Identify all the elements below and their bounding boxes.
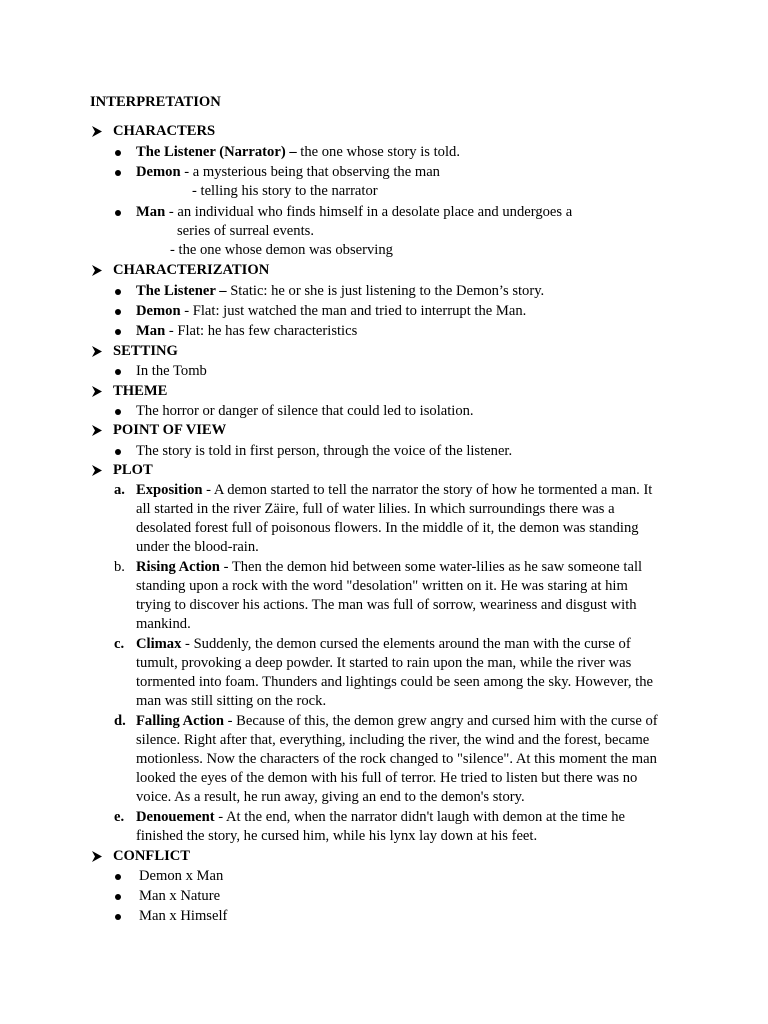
plot-item-line: finished the story, he cursed him, while his lynx lay down at his feet.: [136, 828, 538, 844]
list-item: Man x Nature: [139, 888, 221, 904]
plot-item-line: voice. As a result, he run away, giving an end to the demon's story.: [136, 789, 525, 805]
plot-item-line: man was still sitting on the rock.: [136, 693, 327, 709]
plot-item-line: mankind.: [136, 616, 191, 632]
plot-item-line: motionless. Now the characters of the rock changed to "silence". At this moment the man: [136, 751, 657, 767]
bullet-icon: [115, 150, 121, 156]
bullet-icon: [115, 874, 121, 880]
bullet-icon: [115, 289, 121, 295]
section-heading-characterization: CHARACTERIZATION: [113, 262, 270, 278]
plot-item-line: trying to discover his actions. The man was full of sorrow, weariness and disgust with: [136, 597, 637, 613]
list-item: The story is told in first person, through the voice of the listener.: [136, 443, 513, 459]
bullet-icon: [115, 309, 121, 315]
bullet-icon: [115, 210, 121, 216]
section-heading-plot: PLOT: [113, 462, 153, 478]
list-item: In the Tomb: [136, 363, 207, 379]
bullet-icon: [115, 914, 121, 920]
bullet-icon: [115, 369, 121, 375]
document-title: INTERPRETATION: [90, 94, 221, 110]
bullet-icon: [115, 449, 121, 455]
plot-item-line: Climax - Suddenly, the demon cursed the elements around the man with the curse of: [136, 636, 631, 652]
section-heading-theme: THEME: [113, 383, 168, 399]
plot-item-line: desolated forest full of poisonous flowers. In the middle of it, the demon was standing: [136, 520, 639, 536]
bullet-icon: [115, 409, 121, 415]
list-item-continuation: series of surreal events.: [177, 223, 314, 239]
plot-item-line: Denouement - At the end, when the narrator didn't laugh with demon at the time he: [136, 809, 625, 825]
bullet-icon: [115, 170, 121, 176]
arrow-bullet-icon: [90, 261, 106, 280]
plot-item-line: Falling Action - Because of this, the demon grew angry and cursed him with the curse of: [136, 713, 658, 729]
section-heading-point-of-view: POINT OF VIEW: [113, 422, 227, 438]
section-heading-setting: SETTING: [113, 343, 178, 359]
list-letter: d.: [114, 713, 126, 729]
plot-item-line: standing upon a rock with the word "desolation" written on it. He was staring at him: [136, 578, 628, 594]
plot-item-line: Exposition - A demon started to tell the narrator the story of how he tormented a man. It: [136, 482, 653, 498]
list-item: Demon - a mysterious being that observing the man: [136, 164, 440, 180]
list-item: The Listener (Narrator) – the one whose story is told.: [136, 144, 460, 160]
list-item: The Listener – Static: he or she is just listening to the Demon’s story.: [136, 283, 545, 299]
arrow-bullet-icon: [90, 847, 106, 866]
list-letter: e.: [114, 809, 125, 825]
list-item: The horror or danger of silence that could led to isolation.: [136, 403, 474, 419]
plot-item-line: all started in the river Zäire, full of water lilies. In which surroundings there was a: [136, 501, 615, 517]
section-heading-conflict: CONFLICT: [113, 848, 191, 864]
list-item: Man - Flat: he has few characteristics: [136, 323, 358, 339]
arrow-bullet-icon: [90, 122, 106, 141]
bullet-icon: [115, 894, 121, 900]
arrow-bullet-icon: [90, 342, 106, 361]
arrow-bullet-icon: [90, 382, 106, 401]
plot-item-line: Rising Action - Then the demon hid between some water-lilies as he saw someone tall: [136, 559, 643, 575]
list-item: Man - an individual who finds himself in a desolate place and undergoes a: [136, 204, 573, 220]
list-letter: a.: [114, 482, 125, 498]
list-item: Man x Himself: [139, 908, 228, 924]
plot-item-line: silence. Right after that, everything, including the river, the wind and the forest, became: [136, 732, 650, 748]
bullet-icon: [115, 329, 121, 335]
list-item-continuation: - the one whose demon was observing: [170, 242, 393, 258]
list-item-continuation: - telling his story to the narrator: [192, 183, 378, 199]
arrow-bullet-icon: [90, 421, 106, 440]
plot-item-line: looked the eyes of the demon with his full of terror. He tried to listen but there was no: [136, 770, 638, 786]
list-letter: b.: [114, 559, 125, 575]
list-letter: c.: [114, 636, 125, 652]
list-item: Demon - Flat: just watched the man and tried to interrupt the Man.: [136, 303, 527, 319]
list-item: Demon x Man: [139, 868, 224, 884]
plot-item-line: tumult, provoking a deep powder. It started to rain upon the man, while the river was: [136, 655, 632, 671]
plot-item-line: under the blood-rain.: [136, 539, 259, 555]
plot-item-line: tormented into foam. Thunders and lightings could be seen among the sky. However, the: [136, 674, 653, 690]
arrow-bullet-icon: [90, 461, 106, 480]
section-heading-characters: CHARACTERS: [113, 123, 216, 139]
